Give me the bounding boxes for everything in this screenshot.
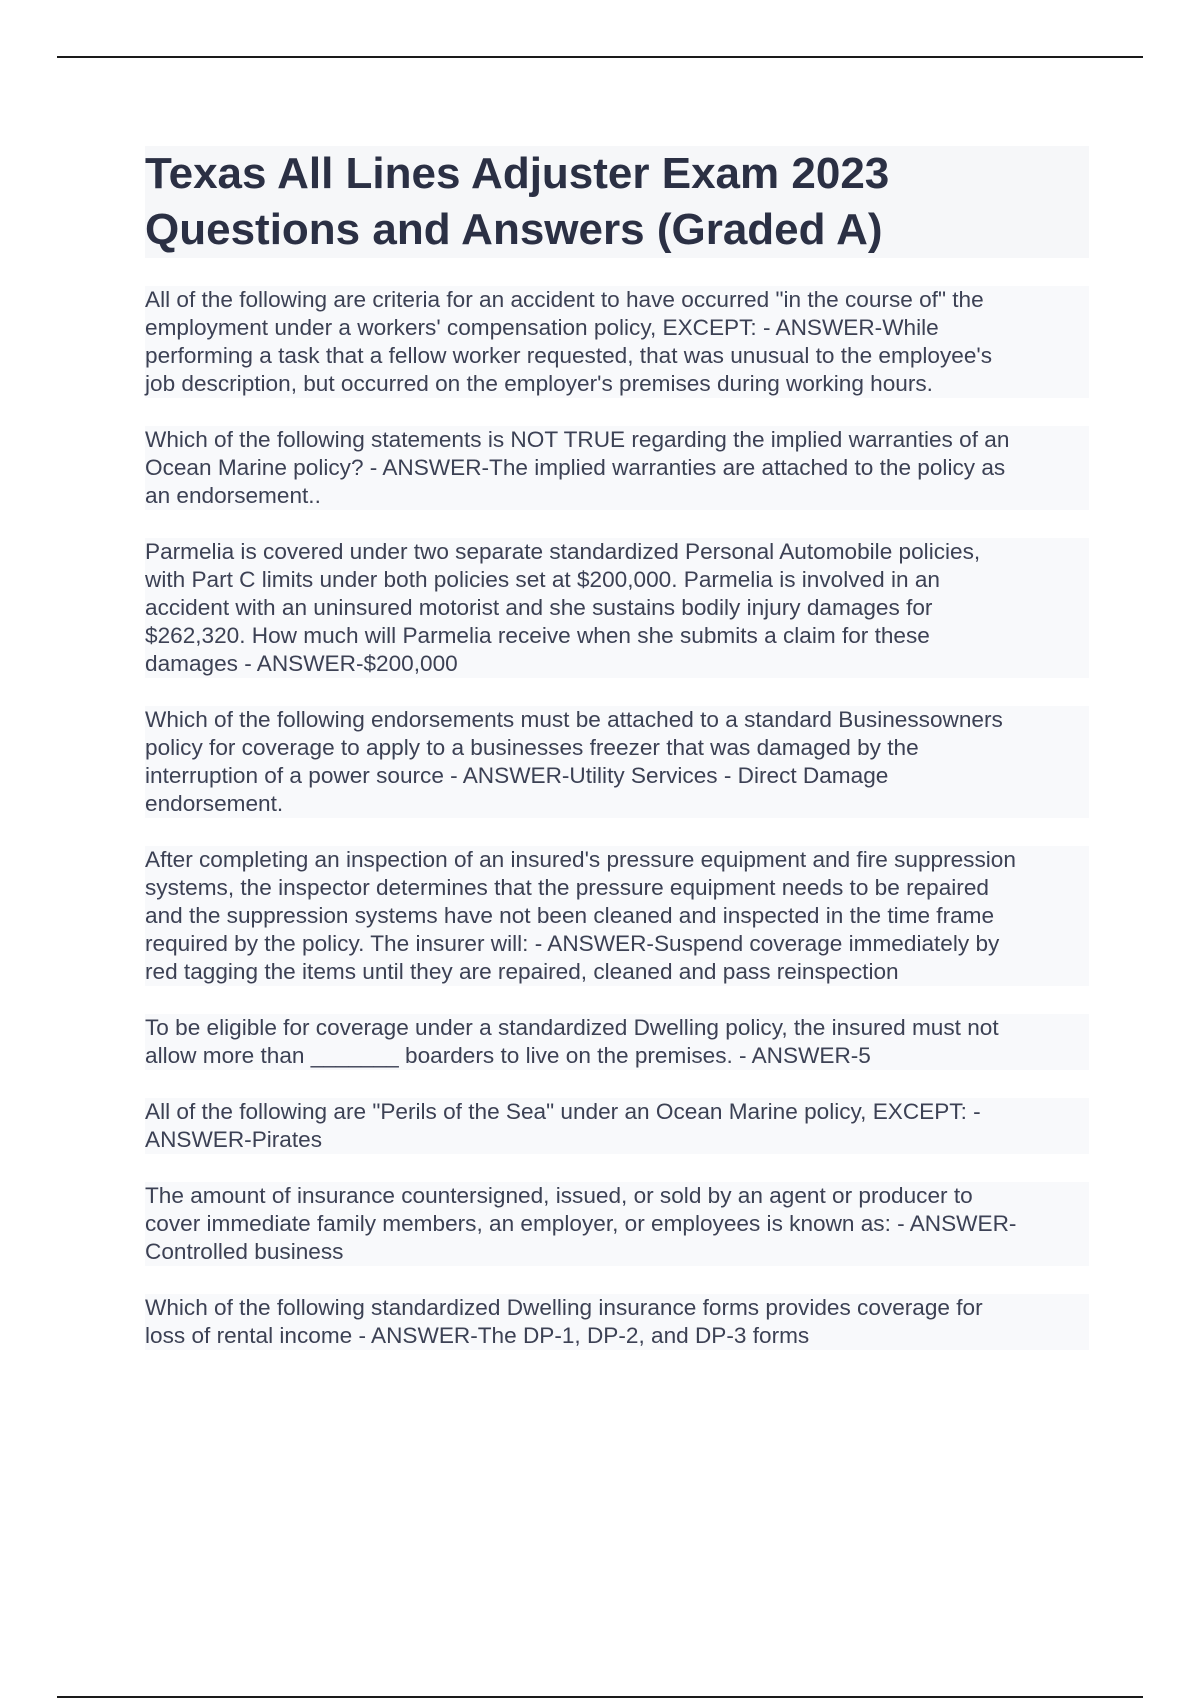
qa-item: Which of the following standardized Dwelling insurance forms provides coverage for loss of rental income - ANSWER-The DP-1, DP-2, and DP-3 forms	[145, 1294, 1089, 1350]
qa-item: All of the following are "Perils of the Sea" under an Ocean Marine policy, EXCEPT: - ANSWER-Pirates	[145, 1098, 1089, 1154]
qa-item: The amount of insurance countersigned, issued, or sold by an agent or producer to cover immediate family members, an employer, or employees is known as: - ANSWER- Controlled business	[145, 1182, 1089, 1266]
qa-item: Which of the following statements is NOT TRUE regarding the implied warranties of an Ocean Marine policy? - ANSWER-The implied warranties are attached to the policy as an endorsement..	[145, 426, 1089, 510]
qa-list	[145, 286, 1089, 1350]
top-divider	[57, 56, 1143, 58]
qa-item: Parmelia is covered under two separate standardized Personal Automobile policies, with Part C limits under both policies set at $200,000. Parmelia is involved in an accident with an uninsured motorist and she sustains bodily injury damages for $262,320. How much will Parmelia receive when she submits a claim for these damages - ANSWER-$200,000	[145, 538, 1089, 678]
title-block	[145, 146, 1089, 258]
bottom-divider	[57, 1696, 1143, 1698]
qa-item: After completing an inspection of an insured's pressure equipment and fire suppression systems, the inspector determines that the pressure equipment needs to be repaired and the suppression systems have not been cleaned and inspected in the time frame required by the policy. The insurer will: - ANSWER-Suspend coverage immediately by red tagging the items until they are repaired, cleaned and pass reinspection	[145, 846, 1089, 986]
qa-item: Which of the following endorsements must be attached to a standard Businessowners policy for coverage to apply to a businesses freezer that was damaged by the interruption of a power source - ANSWER-Utility Services - Direct Damage endorsement.	[145, 706, 1089, 818]
document-title: Texas All Lines Adjuster Exam 2023 Questions and Answers (Graded A)	[145, 149, 890, 254]
qa-item: To be eligible for coverage under a standardized Dwelling policy, the insured must not allow more than _______ boarders to live on the premises. - ANSWER-5	[145, 1014, 1089, 1070]
qa-item: All of the following are criteria for an accident to have occurred "in the course of" the employment under a workers' compensation policy, EXCEPT: - ANSWER-While performing a task that a fellow worker requested, that was unusual to the employee's job description, but occurred on the employer's premises during working hours.	[145, 286, 1089, 398]
document-body	[145, 146, 1089, 1378]
